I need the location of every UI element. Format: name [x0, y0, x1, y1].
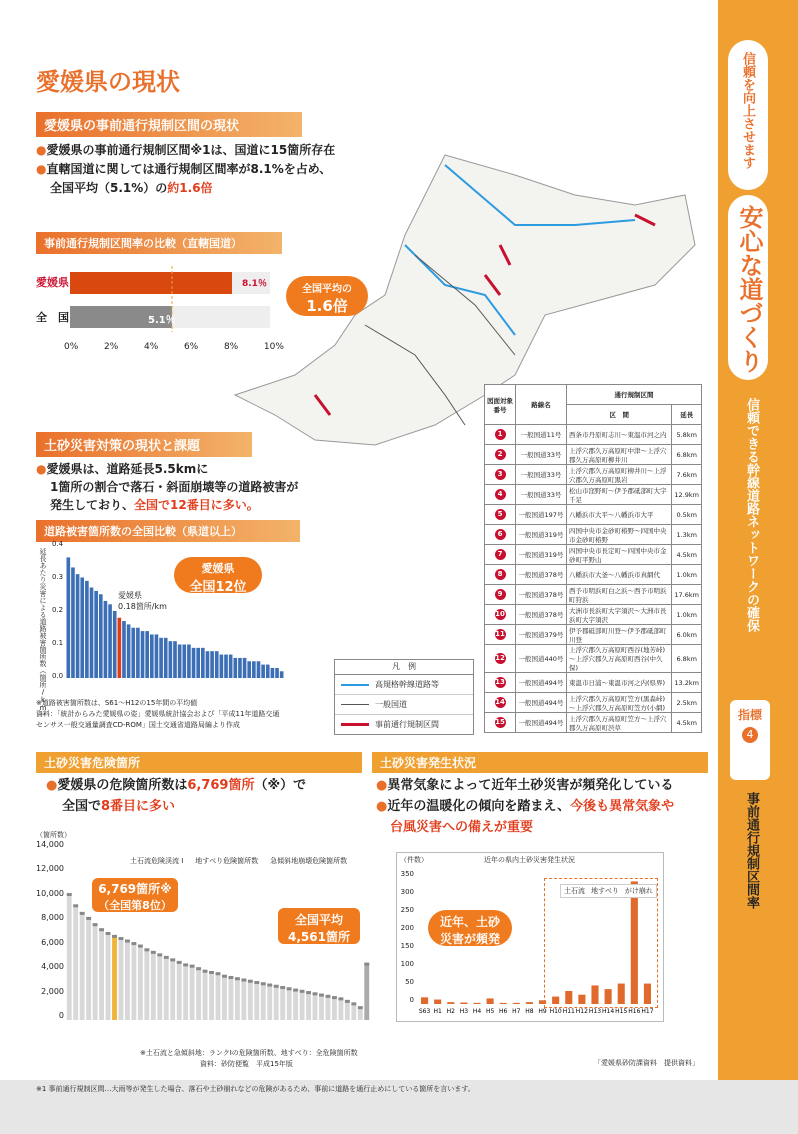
table-row: 13 一般国道494号 東温市日浦～東温市河之内(県界) 13.2km [485, 673, 702, 693]
bar-cap [351, 1002, 356, 1005]
section3-bullet2: 全国で8番目に多い [62, 799, 176, 814]
x-tick: H14 [602, 1008, 615, 1015]
bar-cap [293, 989, 298, 992]
x-tick: H12 [575, 1008, 588, 1015]
bar [138, 945, 143, 1020]
table-row: 8 一般国道378号 八幡浜市大釜～八幡浜市真網代 1.0km [485, 565, 702, 585]
x-tick: H8 [525, 1008, 534, 1015]
bar-cap [300, 990, 305, 993]
bar [118, 618, 122, 678]
bar [145, 631, 149, 678]
section4-bullet1: ●異常気象によって近年土砂災害が頻発化している [376, 778, 674, 793]
tick: 4% [143, 342, 159, 352]
bar [150, 634, 154, 678]
bar [182, 645, 186, 679]
bar-cap [248, 980, 253, 983]
bar-cap [358, 1006, 363, 1009]
bar [447, 1002, 454, 1004]
indicator-box [730, 700, 770, 780]
bar [131, 628, 135, 678]
bar [241, 979, 246, 1020]
tick: 8% [223, 342, 239, 352]
bar [473, 1003, 480, 1004]
bar [67, 893, 72, 1020]
bar-cap [235, 977, 240, 980]
x-tick: H6 [499, 1008, 508, 1015]
x-tick: H15 [615, 1008, 628, 1015]
bar-cap [125, 940, 130, 943]
hazard-callout-national: 全国平均 4,561箇所 [278, 908, 360, 944]
bar [434, 1000, 441, 1004]
table-row: 5 一般国道197号 八幡浜市大平～八幡浜市大平 0.5km [485, 505, 702, 525]
bar [206, 651, 210, 678]
bar [127, 624, 131, 678]
bar [487, 998, 494, 1004]
bar [266, 665, 270, 678]
bar [332, 996, 337, 1020]
bar [233, 658, 237, 678]
table-row: 12 一般国道440号 上浮穴郡久万高原町西谷(地芳峠)～上浮穴郡久万高原町西谷(中久保) 6.8km [485, 645, 702, 673]
sidebar-main-text: 安心な道づくり [735, 205, 763, 373]
bar [275, 668, 279, 678]
x-tick: H1 [433, 1008, 442, 1015]
tick: 6% [183, 342, 199, 352]
compare-ticks [64, 342, 284, 352]
section3-bullet1: ●愛媛県の危険箇所数は6,769箇所（※）で [46, 778, 307, 793]
bar [122, 621, 126, 678]
bar-cap [93, 923, 98, 926]
bar [159, 638, 163, 678]
x-tick: H9 [538, 1008, 547, 1015]
bar-cap [190, 965, 195, 968]
bar [203, 970, 208, 1020]
bar [125, 940, 130, 1020]
bar [210, 651, 214, 678]
bar [326, 995, 331, 1020]
occurrence-unit: （件数） [400, 856, 428, 864]
section2-bullet1b: 1箇所の割合で落石・斜面崩壊等の道路被害が [50, 480, 299, 494]
bar [70, 272, 232, 294]
bar-cap [196, 967, 201, 970]
bar [201, 648, 205, 678]
bar-cap [306, 991, 311, 994]
bar [177, 961, 182, 1020]
bar-cap [319, 994, 324, 997]
bar [338, 997, 343, 1020]
bar-cap [274, 985, 279, 988]
bar [500, 1003, 507, 1004]
bar-cap [138, 945, 143, 948]
table-row: 3 一般国道33号 上浮穴郡久万高原町柳井川～上浮穴郡久万高原町黒岩 7.6km [485, 465, 702, 485]
table-row: 14 一般国道494号 上浮穴郡久万高原町笠方(黒森峠)～上浮穴郡久万高原町笠方(小網) 2.5km [485, 693, 702, 713]
bar-cap [80, 912, 85, 915]
tick: 10% [263, 342, 284, 352]
bar-cap [338, 997, 343, 1000]
section2-bullet1: ●愛媛県は、道路延長5.5kmに [36, 462, 209, 476]
tick: 0% [64, 342, 79, 352]
bar [229, 976, 234, 1020]
occurrence-legend: 土石流 地すべり がけ崩れ [560, 884, 657, 898]
indicator-num: 4 [742, 727, 758, 743]
bar [108, 604, 112, 678]
bar-cap [86, 917, 91, 920]
bar [261, 665, 265, 678]
section1-bullet2: ●直轄国道に関しては通行規制区間率が8.1%を占め、 [36, 162, 332, 176]
section4-bullet2: ●近年の温暖化の傾向を踏まえ、今後も異常気象や [376, 799, 675, 814]
bar [254, 981, 259, 1020]
occurrence-source: 「愛媛県砂防課資料 提供資料」 [594, 1059, 699, 1067]
x-tick: H11 [562, 1008, 575, 1015]
bar-cap [203, 970, 208, 973]
bar [113, 611, 117, 678]
hazard-notes: ※土石流と急傾斜地：ランクⅠの危険箇所数、地すべり：全危険箇所数 資料：砂防便覧 平成15年版 [140, 1049, 358, 1068]
indicator-label: 指標 [737, 708, 762, 722]
bar [274, 985, 279, 1020]
bar-cap [144, 948, 149, 951]
sidebar-tab-text: 信頼を向上させます [740, 52, 755, 169]
footnote: ※1 事前通行規制区間…大雨等が発生した場合、落石や土砂崩れなどの危険があるため、事前に道路を通行止めにしている箇所を言います。 [36, 1085, 475, 1093]
bar [216, 972, 221, 1020]
section3-unit: （箇所数） [36, 831, 71, 839]
compare-ehime-value: 8.1％ [242, 279, 267, 289]
x-tick: H4 [472, 1008, 482, 1015]
bar-cap [209, 971, 214, 974]
bar [80, 578, 84, 679]
x-tick: H13 [588, 1008, 602, 1015]
bar [345, 1000, 350, 1020]
damage-notes: ※道路被害箇所数は、S61～H12の15年間の平均値 資料：「統計からみた愛媛県の姿」愛媛県統計協会および「平成11年道路交通 センサス一般交通量調査CD-ROM」国土交通省道路局編より作成 [36, 699, 280, 729]
bar [364, 963, 369, 1020]
compare-national-label: 全 国 [36, 311, 69, 324]
bar [151, 951, 156, 1020]
bar-cap [364, 963, 369, 966]
bar [224, 655, 228, 678]
damage-yticks: 0.4 0.3 0.2 0.1 0.0 [52, 540, 64, 680]
bar-cap [170, 958, 175, 961]
bar-cap [119, 937, 124, 940]
tick: 2% [103, 342, 119, 352]
x-tick: S63 [418, 1008, 431, 1015]
damage-title: 道路被害箇所数の全国比較（県道以上） [36, 520, 300, 542]
bar-cap [99, 928, 104, 931]
bar [192, 648, 196, 678]
bar [170, 958, 175, 1020]
bar [119, 937, 124, 1020]
bar-cap [326, 995, 331, 998]
bar [106, 932, 111, 1020]
compare-callout: 全国平均の 1.6倍 [286, 276, 368, 316]
section1-bullet2b: 全国平均（5.1%）の約1.6倍 [50, 181, 213, 195]
bar-cap [267, 984, 272, 987]
bar [173, 641, 177, 678]
bar [257, 661, 261, 678]
route-table: 図面対象番号 路線名 通行規制区間 区 間 延長 1 一般国道11号 西条市丹原町志川～東温市河之内 5.8km 2 一般国道33号 上浮穴郡久万高原町中津～上浮穴郡久万高原町柳井川 6.8km 3 一般国道33号 上浮穴郡久万高原町柳井川～上浮穴郡久万高原町黒岩 7.6km 4 一般国道33号 松山市窪野町～伊予郡砥部町大字千足 12.9km 5 一般国道197号 八幡浜市大平～八幡浜市大平 0.5km 6 一般国道319号 四国中央市金砂町椿野～四国中央市金砂町椿野 1.3km 7 一般国道319号 四国中央市長定町～四国中央市金砂町平野山 4.5km 8 一般国道378号 八幡浜市大釜～八幡浜市真網代 1.0km 9 一般国道378号 西予市明浜町白之浜～西予市明浜町狩浜 17.6km 10 一般国道378号 大洲市長浜町大字須沢～大洲市長浜町大字須沢 1.0km 11 一般国道379号 伊予郡砥部町川登～伊予郡砥部町川登 6.0km 12 一般国道440号 上浮穴郡久万高原町西谷(地芳峠)～上浮穴郡久万高原町西谷(中久保) 6.8km 13 一般国道494号 東温市日浦～東温市河之内(県界) 13.2km 14 一般国道494号 上浮穴郡久万高原町笠方(黒森峠)～上浮穴郡久万高原町笠方(小網) 2.5km 15 一般国道494号 上浮穴郡久万高原町笠方～上浮穴郡久万高原町渋草 4.5km [484, 384, 702, 733]
section3-title: 土砂災害危険箇所 [36, 752, 362, 773]
bar [220, 655, 224, 678]
occurrence-callout: 近年、土砂 災害が頻発 [428, 910, 512, 946]
bar [99, 928, 104, 1020]
table-row: 4 一般国道33号 松山市窪野町～伊予郡砥部町大字千足 12.9km [485, 485, 702, 505]
section3-yticks: 14,000 12,000 10,000 8,000 6,000 4,000 2,000 0 [36, 840, 64, 1020]
bar [86, 917, 91, 1020]
bar-cap [131, 942, 136, 945]
table-row: 1 一般国道11号 西条市丹原町志川～東温市河之内 5.8km [485, 425, 702, 445]
bar [157, 953, 162, 1020]
bar [243, 658, 247, 678]
bar [80, 912, 85, 1020]
compare-chart [70, 262, 280, 342]
x-tick: H10 [549, 1008, 562, 1015]
bar [94, 591, 98, 678]
bar [287, 987, 292, 1020]
bar [141, 631, 145, 678]
bar [90, 588, 94, 678]
occurrence-title: 近年の県内土砂災害発生状況 [484, 856, 575, 864]
bar [293, 989, 298, 1020]
bar-cap [106, 932, 111, 935]
section2-bullet1c: 発生しており、全国で12番目に多い。 [50, 498, 259, 512]
bar-cap [261, 982, 266, 985]
bar [104, 601, 108, 678]
bar-cap [67, 893, 72, 896]
bar [183, 963, 188, 1020]
bar [300, 990, 305, 1020]
sidebar-sub-text: 信頼できる幹線道路ネットワークの確保 [744, 398, 759, 632]
bar [136, 628, 140, 678]
legend-box: 凡 例 高規格幹線道路等 一般国道 事前通行規制区間 [334, 659, 474, 735]
table-row: 2 一般国道33号 上浮穴郡久万高原町中津～上浮穴郡久万高原町柳井川 6.8km [485, 445, 702, 465]
indicator-name: 事前通行規制区間率 [744, 792, 759, 909]
damage-callout: 愛媛県 全国12位 [174, 557, 262, 593]
bar [131, 942, 136, 1020]
section4-bullet2c: 台風災害への備えが重要 [390, 820, 534, 835]
bar [306, 991, 311, 1020]
hazard-callout-ehime: 6,769箇所※ （全国第8位） [92, 878, 178, 912]
section1-title: 愛媛県の事前通行規制区間の現状 [36, 112, 302, 137]
bar [187, 645, 191, 679]
table-row: 11 一般国道379号 伊予郡砥部町川登～伊予郡砥部町川登 6.0km [485, 625, 702, 645]
bar-cap [73, 904, 78, 907]
bar [421, 997, 428, 1004]
bar [248, 980, 253, 1020]
bar [252, 661, 256, 678]
compare-ehime-label: 愛媛県 [36, 276, 69, 289]
bar [526, 1002, 533, 1004]
bar [235, 977, 240, 1020]
bar [261, 982, 266, 1020]
x-tick: H2 [446, 1008, 455, 1015]
bar [460, 1003, 467, 1004]
bar [222, 975, 227, 1020]
bar-cap [332, 996, 337, 999]
bar-cap [164, 956, 169, 959]
bar-cap [287, 987, 292, 990]
bar-cap [222, 975, 227, 978]
bar [164, 956, 169, 1020]
page-title: 愛媛県の現状 [36, 68, 180, 96]
hazard-legend: 土石流危険渓流 Ⅰ 地すべり危険箇所数 急傾斜地崩壊危険箇所数 [130, 857, 348, 865]
bar-cap [280, 986, 285, 989]
bar [155, 634, 159, 678]
bar [196, 648, 200, 678]
bar [313, 992, 318, 1020]
x-tick: H17 [641, 1008, 654, 1015]
compare-national-value: 5.1％ [148, 315, 176, 326]
section4-title: 土砂災害発生状況 [372, 752, 708, 773]
bar-cap [229, 976, 234, 979]
bar [67, 557, 71, 678]
bar-cap [112, 935, 117, 938]
x-tick: H7 [512, 1008, 521, 1015]
bar-cap [313, 992, 318, 995]
bar [71, 567, 75, 678]
bar [164, 638, 168, 678]
bar-cap [183, 963, 188, 966]
bar-cap [216, 972, 221, 975]
bar-cap [241, 979, 246, 982]
bar [73, 904, 78, 1020]
bar [209, 971, 214, 1020]
section1-bullet1: ●愛媛県の事前通行規制区間※1は、国道に15箇所存在 [36, 143, 336, 157]
bar [229, 655, 233, 678]
x-tick: H3 [459, 1008, 469, 1015]
bar [112, 935, 117, 1020]
occurrence-yticks: 350 300 250 200 150 100 50 0 [400, 870, 414, 1004]
bar-cap [151, 951, 156, 954]
bar-cap [177, 961, 182, 964]
bar [513, 1003, 520, 1004]
bar [280, 986, 285, 1020]
bar [271, 668, 275, 678]
bar [267, 984, 272, 1020]
bar-cap [345, 1000, 350, 1003]
damage-ylabel: 延長あたり災害による道路被害箇所数（箇所/km） [39, 548, 47, 719]
section2-title: 土砂災害対策の現状と課題 [36, 432, 252, 457]
bar-cap [254, 981, 259, 984]
bar [190, 965, 195, 1020]
bar [280, 671, 284, 678]
bar [76, 574, 80, 678]
table-row: 15 一般国道494号 上浮穴郡久万高原町笠方～上浮穴郡久万高原町渋草 4.5km [485, 713, 702, 733]
x-tick: H5 [485, 1008, 495, 1015]
x-tick: H16 [628, 1008, 641, 1015]
bar [99, 594, 103, 678]
bar [247, 661, 251, 678]
table-row: 10 一般国道378号 大洲市長浜町大字須沢～大洲市長浜町大字須沢 1.0km [485, 605, 702, 625]
bar [238, 658, 242, 678]
compare-title: 事前通行規制区間率の比較（直轄国道） [36, 232, 282, 254]
table-row: 7 一般国道319号 四国中央市長定町～四国中央市金砂町平野山 4.5km [485, 545, 702, 565]
bar [196, 967, 201, 1020]
bar [85, 581, 89, 678]
bar [144, 948, 149, 1020]
table-row: 9 一般国道378号 西予市明浜町白之浜～西予市明浜町狩浜 17.6km [485, 585, 702, 605]
damage-ehime-note: 愛媛県 0.18箇所/km [118, 591, 167, 611]
bar [178, 645, 182, 679]
bar [93, 923, 98, 1020]
bar [169, 641, 173, 678]
bar-cap [157, 953, 162, 956]
bar [215, 651, 219, 678]
bar [319, 994, 324, 1020]
table-row: 6 一般国道319号 四国中央市金砂町椿野～四国中央市金砂町椿野 1.3km [485, 525, 702, 545]
